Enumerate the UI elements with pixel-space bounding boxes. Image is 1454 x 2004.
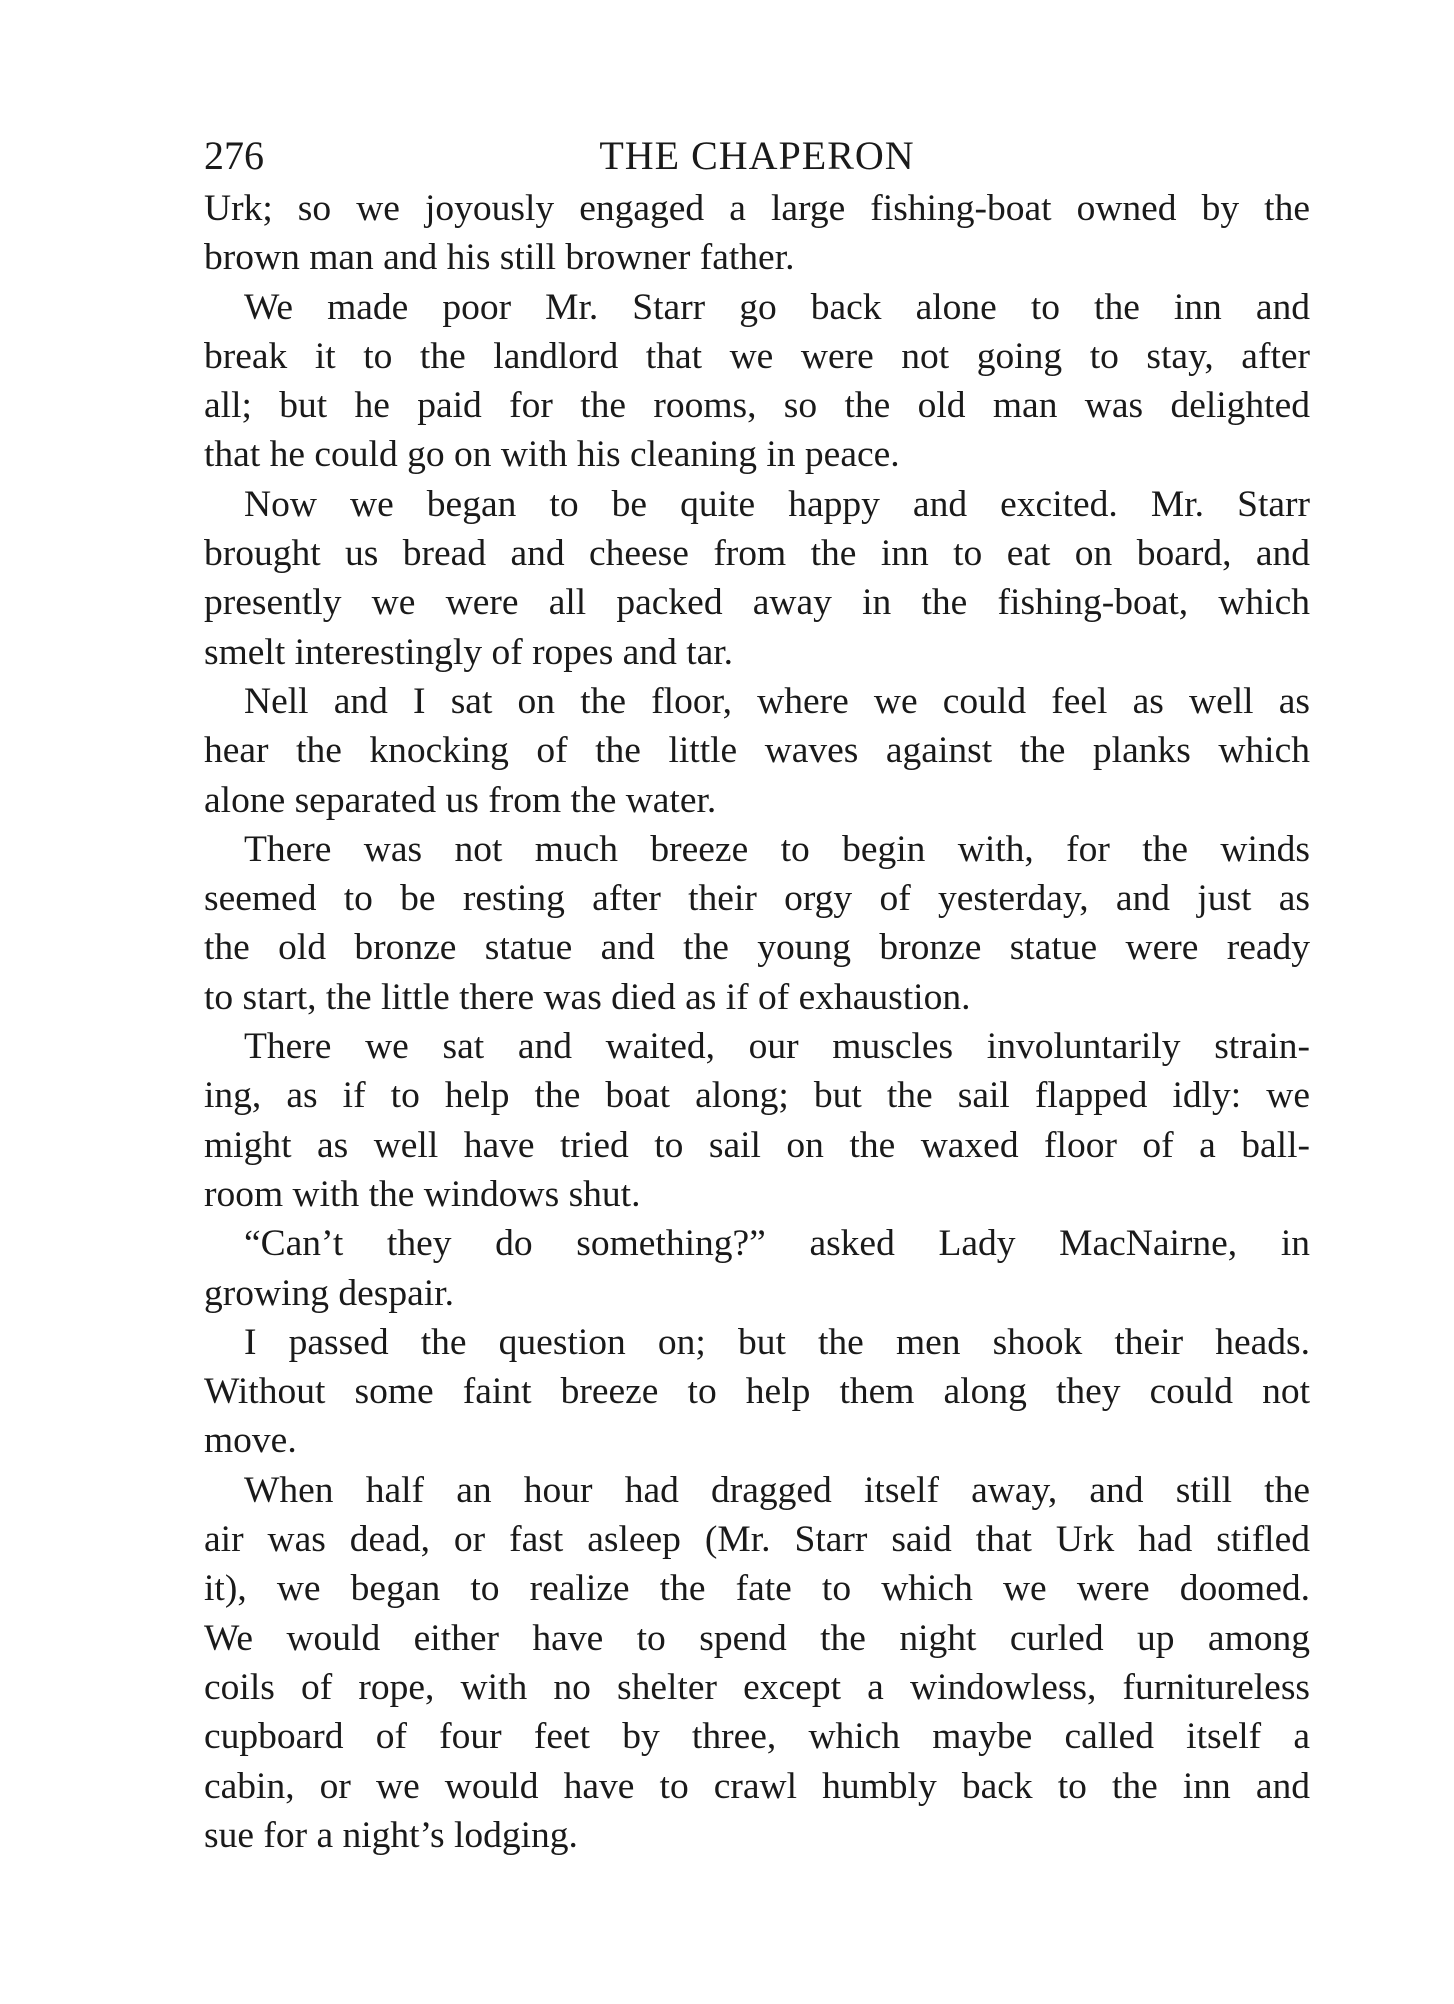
text-line: brought us bread and cheese from the inn to eat on board, and <box>204 533 1310 575</box>
text-line: Urk; so we joyously engaged a large fishing-boat owned by the <box>204 188 1310 229</box>
text-line: sue for a night’s lodging. <box>204 1814 578 1856</box>
text-line: that he could go on with his cleaning in peace. <box>204 434 900 476</box>
text-line: We would either have to spend the night curled up among <box>204 1617 1310 1659</box>
text-line: cupboard of four feet by three, which maybe called itself a <box>204 1716 1310 1758</box>
text-line: Now we began to be quite happy and excited. Mr. Starr <box>244 483 1310 525</box>
paragraph <box>204 1219 1310 1318</box>
text-line: “Can’t they do something?” asked Lady MacNairne, in <box>244 1223 1310 1265</box>
text-line: I passed the question on; but the men shook their heads. <box>244 1321 1310 1363</box>
text-line: to start, the little there was died as if of exhaustion. <box>204 976 971 1018</box>
text-line: might as well have tried to sail on the waxed floor of a ball- <box>204 1124 1310 1166</box>
text-line: coils of rope, with no shelter except a windowless, furnitureless <box>204 1666 1310 1708</box>
text-line: cabin, or we would have to crawl humbly back to the inn and <box>204 1765 1310 1807</box>
paragraph <box>204 1466 1310 1860</box>
text-line: hear the knocking of the little waves against the planks which <box>204 730 1310 772</box>
body-text <box>204 184 1310 1860</box>
text-line: move. <box>204 1420 297 1462</box>
page-header <box>204 128 1310 184</box>
text-line: There was not much breeze to begin with, for the winds <box>244 828 1310 870</box>
paragraph <box>204 184 1310 283</box>
text-line: air was dead, or fast asleep (Mr. Starr said that Urk had stifled <box>204 1519 1310 1561</box>
paragraph <box>204 480 1310 677</box>
text-line: There we sat and waited, our muscles involuntarily strain- <box>244 1026 1310 1068</box>
text-line: it), we began to realize the fate to which we were doomed. <box>204 1568 1310 1610</box>
text-line: When half an hour had dragged itself away, and still the <box>244 1469 1310 1511</box>
text-line: brown man and his still browner father. <box>204 237 795 279</box>
text-line: all; but he paid for the rooms, so the old man was delighted <box>204 385 1310 427</box>
page-number: 276 <box>204 133 264 178</box>
paragraph <box>204 1318 1310 1466</box>
text-line: alone separated us from the water. <box>204 779 717 821</box>
paragraph <box>204 1022 1310 1219</box>
text-line: seemed to be resting after their orgy of yesterday, and just as <box>204 878 1310 920</box>
text-line: the old bronze statue and the young bronze statue were ready <box>204 927 1310 969</box>
text-line: We made poor Mr. Starr go back alone to the inn and <box>244 286 1310 328</box>
text-line: Without some faint breeze to help them along they could not <box>204 1371 1310 1413</box>
paragraph <box>204 677 1310 825</box>
running-head: THE CHAPERON <box>599 133 915 178</box>
text-line: ing, as if to help the boat along; but the sail flapped idly: we <box>204 1075 1310 1117</box>
paragraph <box>204 825 1310 1022</box>
text-line: growing despair. <box>204 1272 454 1314</box>
book-page <box>204 128 1310 1860</box>
text-line: smelt interestingly of ropes and tar. <box>204 631 734 673</box>
text-line: Nell and I sat on the floor, where we could feel as well as <box>244 680 1310 722</box>
text-line: presently we were all packed away in the fishing-boat, which <box>204 582 1310 624</box>
paragraph <box>204 283 1310 480</box>
text-line: room with the windows shut. <box>204 1173 641 1215</box>
text-line: break it to the landlord that we were not going to stay, after <box>204 335 1310 377</box>
